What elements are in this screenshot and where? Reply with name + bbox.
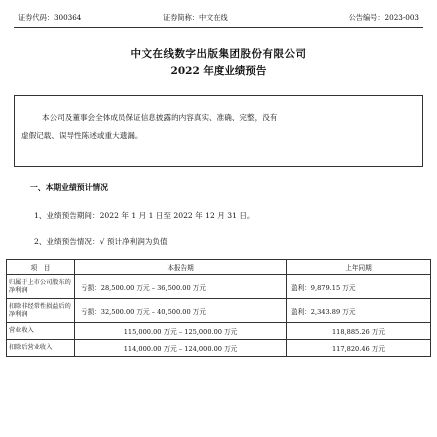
row-current-value: 亏损：28,500.00 万元 – 36,500.00 万元 — [75, 275, 287, 299]
header-current-period: 本报告期 — [75, 260, 287, 275]
forecast-table — [6, 259, 431, 357]
table-row — [7, 340, 431, 357]
row-label: 营业收入 — [7, 323, 75, 340]
forecast-period: 1、业绩预告期间：2022 年 1 月 1 日至 2022 年 12 月 31 日。 — [34, 211, 255, 220]
table-header-row — [7, 260, 431, 275]
table-row — [7, 275, 431, 299]
disclaimer-line-2: 虚假记载、误导性陈述或重大遗漏。 — [21, 131, 143, 140]
header-item: 项 目 — [7, 260, 75, 275]
notice-number: 公告编号：2023-003 — [348, 13, 419, 22]
section-heading: 一、本期业绩预计情况 — [30, 183, 108, 192]
row-current-value: 亏损：32,500.00 万元 – 40,500.00 万元 — [75, 299, 287, 323]
row-current-value: 114,000.00 万元 – 124,000.00 万元 — [75, 340, 287, 357]
company-title: 中文在线数字出版集团股份有限公司 — [130, 48, 307, 60]
disclaimer-line-1: 本公司及董事会全体成员保证信息披露的内容真实、准确、完整，没有 — [42, 113, 278, 122]
row-previous-value: 盈利：9,879.15 万元 — [287, 275, 431, 299]
row-label: 扣除非经常性损益后的净利润 — [7, 299, 75, 323]
report-title: 2022 年度业绩预告 — [170, 65, 267, 77]
row-label: 扣除后营业收入 — [7, 340, 75, 357]
row-current-value: 115,000.00 万元 – 125,000.00 万元 — [75, 323, 287, 340]
row-label: 归属于上市公司股东的净利润 — [7, 275, 75, 299]
stock-code: 证券代码：300364 — [18, 13, 82, 22]
header-divider — [14, 27, 423, 28]
row-previous-value: 118,885.26 万元 — [287, 323, 431, 340]
forecast-type: 2、业绩预告情况：√ 预计净利润为负值 — [34, 237, 168, 246]
header-previous-period: 上年同期 — [287, 260, 431, 275]
table-row — [7, 323, 431, 340]
row-previous-value: 盈利：2,343.89 万元 — [287, 299, 431, 323]
document-header — [18, 13, 419, 25]
disclaimer-box — [14, 95, 423, 167]
table-row — [7, 299, 431, 323]
stock-abbreviation: 证券简称：中文在线 — [163, 13, 228, 22]
row-previous-value: 117,820.46 万元 — [287, 340, 431, 357]
